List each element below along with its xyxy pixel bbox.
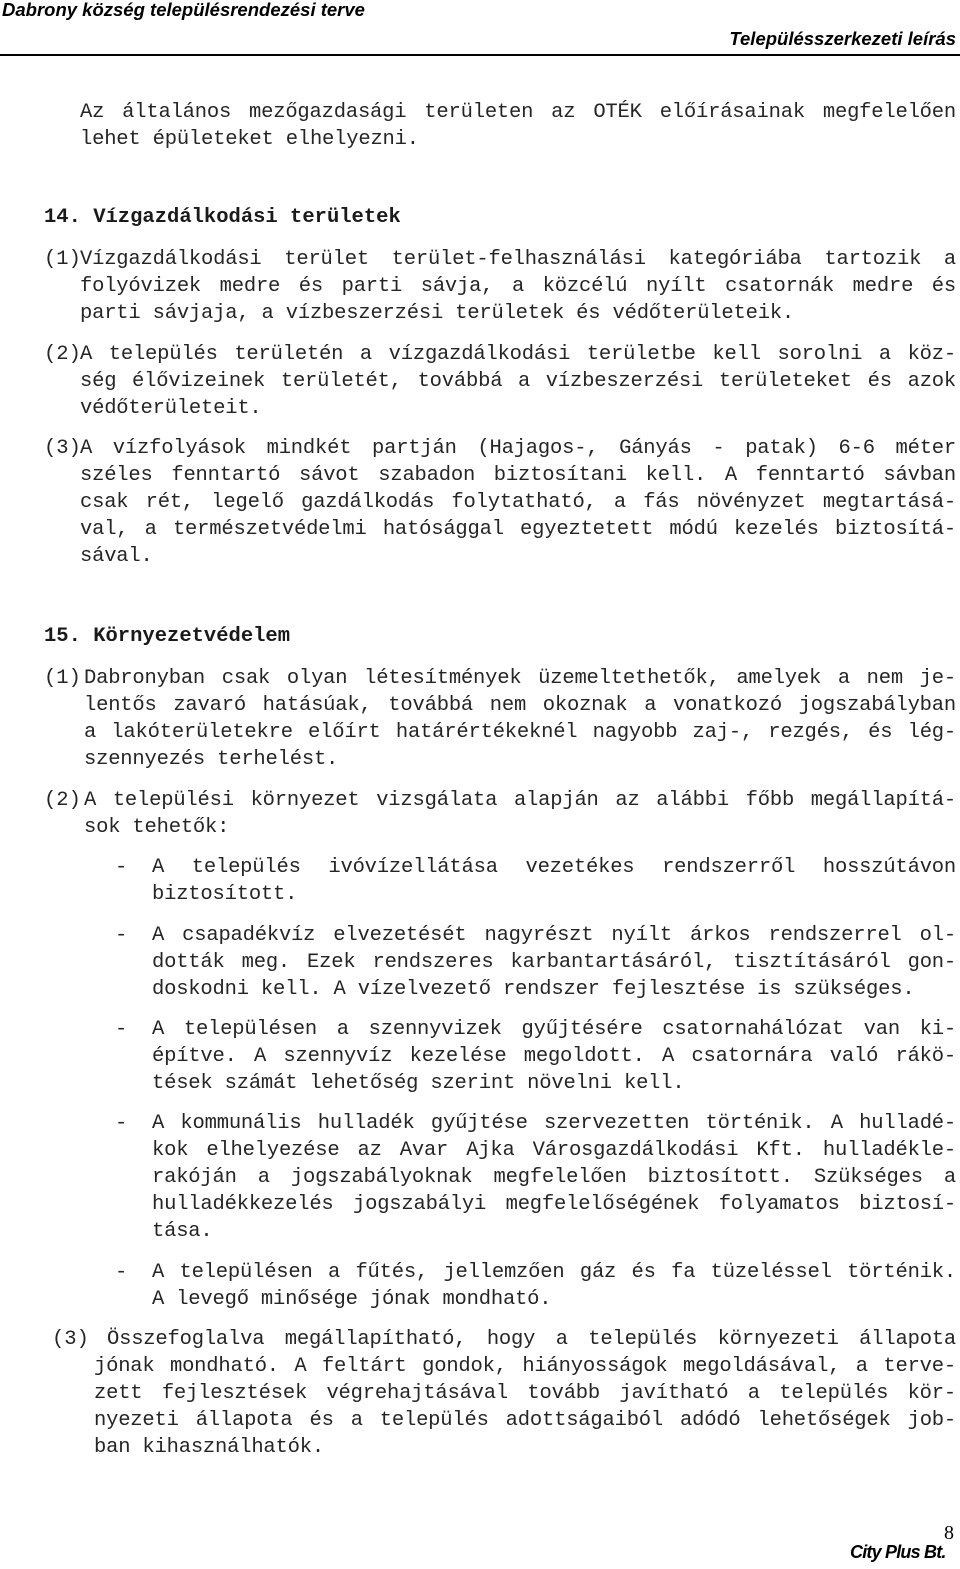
- page-number: 8: [944, 1522, 954, 1544]
- paragraph-number: (3): [52, 1328, 89, 1351]
- section-title: Településszerkezeti leírás: [729, 28, 956, 49]
- text-line: folyóvizek medre és parti sávja, a közcélú nyílt csatornák medre és: [80, 275, 956, 298]
- text-line: Vízgazdálkodási terület terület-felhasználási kategóriába tartozik a: [80, 248, 956, 271]
- section-heading: 14. Vízgazdálkodási területek: [44, 206, 401, 229]
- text-line: A levegő minősége jónak mondható.: [152, 1288, 552, 1311]
- text-line: kok elhelyezése az Avar Ajka Városgazdálkodási Kft. hulladékle-: [152, 1139, 956, 1162]
- text-line: lentős zavaró hatásúak, továbbá nem okoznak a vonatkozó jogszabályban: [84, 694, 956, 717]
- text-line: biztosított.: [152, 883, 298, 906]
- bullet-dash: -: [115, 924, 128, 947]
- text-line: A település ivóvízellátása vezetékes rendszerről hosszútávon: [152, 856, 956, 879]
- text-line: jónak mondható. A feltárt gondok, hiányosságok megoldásával, a terve-: [94, 1355, 956, 1378]
- text-line: A településen a fűtés, jellemzően gáz és fa tüzeléssel történik.: [152, 1261, 956, 1284]
- bullet-dash: -: [115, 856, 128, 879]
- text-line: sok tehetők:: [84, 816, 230, 839]
- text-line: lehet épületeket elhelyezni.: [80, 128, 419, 151]
- paragraph-number: (2): [44, 789, 81, 812]
- text-line: Dabronyban csak olyan létesítmények üzemeltethetők, amelyek a nem je-: [84, 667, 956, 690]
- text-line: csak rét, legelő gazdálkodás folytatható, a fás növényzet megtartásá-: [80, 491, 956, 514]
- header-rule: [0, 54, 960, 56]
- section-heading: 15. Környezetvédelem: [44, 625, 291, 648]
- text-line: szennyezés terhelést.: [84, 748, 339, 771]
- text-line: a lakóterületekre előírt határértékeknél nagyobb zaj-, rezgés, és lég-: [84, 721, 956, 744]
- text-line: A csapadékvíz elvezetését nagyrészt nyílt árkos rendszerrel ol-: [152, 924, 956, 947]
- text-line: parti sávjaja, a vízbeszerzési területek és védőterületeik.: [80, 302, 795, 325]
- bullet-dash: -: [115, 1018, 128, 1041]
- text-line: nyezeti állapota és a település adottságaiból adódó lehetőségek job-: [94, 1409, 956, 1432]
- text-line: tések számát lehetőség szerint növelni kell.: [152, 1072, 685, 1095]
- text-line: sával.: [80, 545, 153, 568]
- text-line: A kommunális hulladék gyűjtése szervezetten történik. A hulladé-: [152, 1112, 956, 1135]
- text-line: Az általános mezőgazdasági területen az OTÉK előírásainak megfelelően: [80, 101, 956, 124]
- text-line: tása.: [152, 1220, 213, 1243]
- bullet-dash: -: [115, 1261, 128, 1284]
- text-line: széles fenntartó sávot szabadon biztosítani kell. A fenntartó sávban: [80, 464, 956, 487]
- text-line: A települési környezet vizsgálata alapján az alábbi főbb megállapítá-: [84, 789, 956, 812]
- text-line: építve. A szennyvíz kezelése megoldott. A csatornára való rákö-: [152, 1045, 956, 1068]
- text-line: A vízfolyások mindkét partján (Hajagos-, Gányás - patak) 6-6 méter: [80, 437, 956, 460]
- text-line: ség élővizeinek területét, továbbá a vízbeszerzési területeket és azok: [80, 370, 956, 393]
- bullet-dash: -: [115, 1112, 128, 1135]
- text-line: ban kihasználhatók.: [94, 1436, 324, 1459]
- text-line: hulladékkezelés jogszabályi megfelelőségének folyamatos biztosí-: [152, 1193, 956, 1216]
- paragraph-number: (1): [44, 248, 81, 271]
- text-line: rakóján a jogszabályoknak megfelelően biztosított. Szükséges a: [152, 1166, 956, 1189]
- paragraph-number: (3): [44, 437, 81, 460]
- text-line: A településen a szennyvizek gyűjtésére csatornahálózat van ki-: [152, 1018, 956, 1041]
- document-title: Dabrony község településrendezési terve: [2, 0, 365, 20]
- text-line: A település területén a vízgazdálkodási területbe kell sorolni a köz-: [80, 343, 956, 366]
- text-line: doskodni kell. A vízelvezető rendszer fejlesztése is szükséges.: [152, 978, 915, 1001]
- text-line: zett fejlesztések végrehajtásával tovább javítható a település kör-: [94, 1382, 956, 1405]
- text-line: védőterületeit.: [80, 397, 262, 420]
- text-line: Összefoglalva megállapítható, hogy a település környezeti állapota: [107, 1328, 956, 1351]
- company-name: City Plus Bt.: [850, 1542, 946, 1562]
- paragraph-number: (1): [44, 667, 81, 690]
- paragraph-number: (2): [44, 343, 81, 366]
- text-line: val, a természetvédelmi hatósággal egyeztetett módú kezelés biztosítá-: [80, 518, 956, 541]
- page-header: [0, 0, 960, 60]
- text-line: dották meg. Ezek rendszeres karbantartásáról, tisztításáról gon-: [152, 951, 956, 974]
